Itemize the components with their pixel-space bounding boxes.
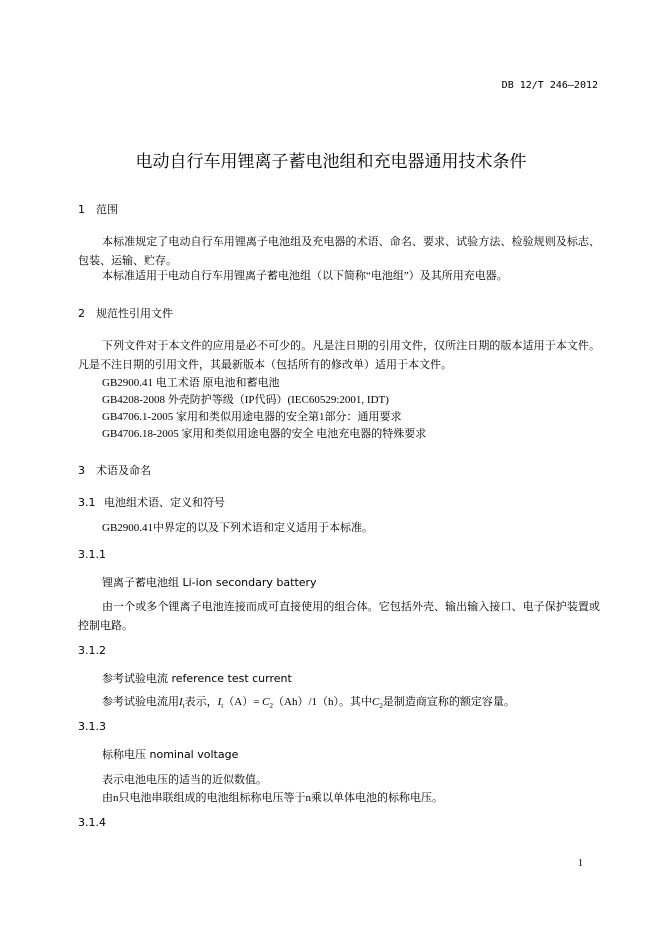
definition-nominal-voltage-2: 由n只电池串联组成的电池组标称电压等于n乘以单体电池的标称电压。 (102, 792, 443, 804)
section-number: 2 (78, 307, 85, 320)
section-number: 1 (78, 203, 85, 216)
term-li-ion-battery: 锂离子蓄电池组 Li-ion secondary battery (102, 576, 317, 589)
section-2-heading (78, 305, 173, 321)
section-number: 3 (78, 464, 85, 477)
symbol-current: I (179, 696, 183, 708)
section-title: 范围 (96, 203, 118, 216)
definition-reference-test-current (102, 693, 515, 710)
definition-text: （Ah）/1（h）。其中 (273, 696, 372, 708)
section-1-paragraph-2: 本标准适用于电动自行车用锂离子蓄电池组（以下简称“电池组”）及其所用充电器。 (102, 270, 508, 282)
page-title: 电动自行车用锂离子蓄电池组和充电器通用技术条件 (135, 152, 527, 172)
subsection-number: 3.1 (78, 496, 96, 509)
definition-text: 是制造商宣称的额定容量。 (382, 696, 515, 708)
clause-3-1-1-number: 3.1.1 (78, 548, 106, 561)
term-nominal-voltage: 标称电压 nominal voltage (102, 748, 239, 761)
subsection-3-1-intro: GB2900.41中界定的以及下列术语和定义适用于本标准。 (102, 522, 374, 534)
symbol-subscript: 2 (379, 702, 383, 711)
symbol-subscript: t (221, 702, 224, 711)
definition-text: （A）= (223, 696, 263, 708)
section-3-heading (78, 462, 151, 478)
definition-text: 参考试验电流用 (102, 696, 179, 708)
clause-3-1-3-number: 3.1.3 (78, 720, 106, 733)
definition-nominal-voltage-1: 表示电池电压的适当的近似数值。 (102, 774, 267, 786)
subsection-3-1-heading (78, 494, 225, 510)
reference-item: GB4208-2008 外壳防护等级（IP代码）(IEC60529:2001, IDT) (102, 394, 389, 406)
definition-text: 表示， (184, 696, 218, 708)
section-title: 规范性引用文件 (96, 307, 173, 320)
clause-3-1-2-number: 3.1.2 (78, 644, 106, 657)
symbol-subscript: t (182, 702, 185, 711)
reference-item: GB4706.18-2005 家用和类似用途电器的安全 电池充电器的特殊要求 (102, 428, 427, 440)
symbol-subscript: 2 (269, 702, 273, 711)
term-reference-test-current: 参考试验电流 reference test current (102, 672, 292, 685)
symbol-current: I (217, 696, 222, 708)
section-title: 术语及命名 (96, 464, 151, 477)
section-1-heading (78, 201, 118, 217)
symbol-capacity: C (262, 696, 270, 708)
reference-item: GB2900.41 电工术语 原电池和蓄电池 (102, 377, 280, 389)
reference-item: GB4706.1-2005 家用和类似用途电器的安全第1部分：通用要求 (102, 411, 402, 423)
document-code: DB 12/T 246—2012 (501, 80, 598, 91)
section-1-paragraph-1: 本标准规定了电动自行车用锂离子电池组及充电器的术语、命名、要求、试验方法、检验规则及标志、包装、运输、贮存。 (78, 236, 600, 267)
clause-3-1-4-number: 3.1.4 (78, 816, 106, 829)
subsection-title: 电池组术语、定义和符号 (104, 496, 225, 509)
section-2-paragraph-1: 下列文件对于本文件的应用是必不可少的。凡是注日期的引用文件，仅所注日期的版本适用于本文件。凡是不注日期的引用文件，其最新版本（包括所有的修改单）适用于本文件。 (78, 340, 600, 371)
page-number: 1 (578, 858, 583, 869)
definition-li-ion-battery: 由一个或多个锂离子电池连接而成可直接使用的组合体。它包括外壳、输出输入接口、电子保护装置或控制电路。 (78, 601, 600, 632)
symbol-capacity: C (372, 696, 380, 708)
